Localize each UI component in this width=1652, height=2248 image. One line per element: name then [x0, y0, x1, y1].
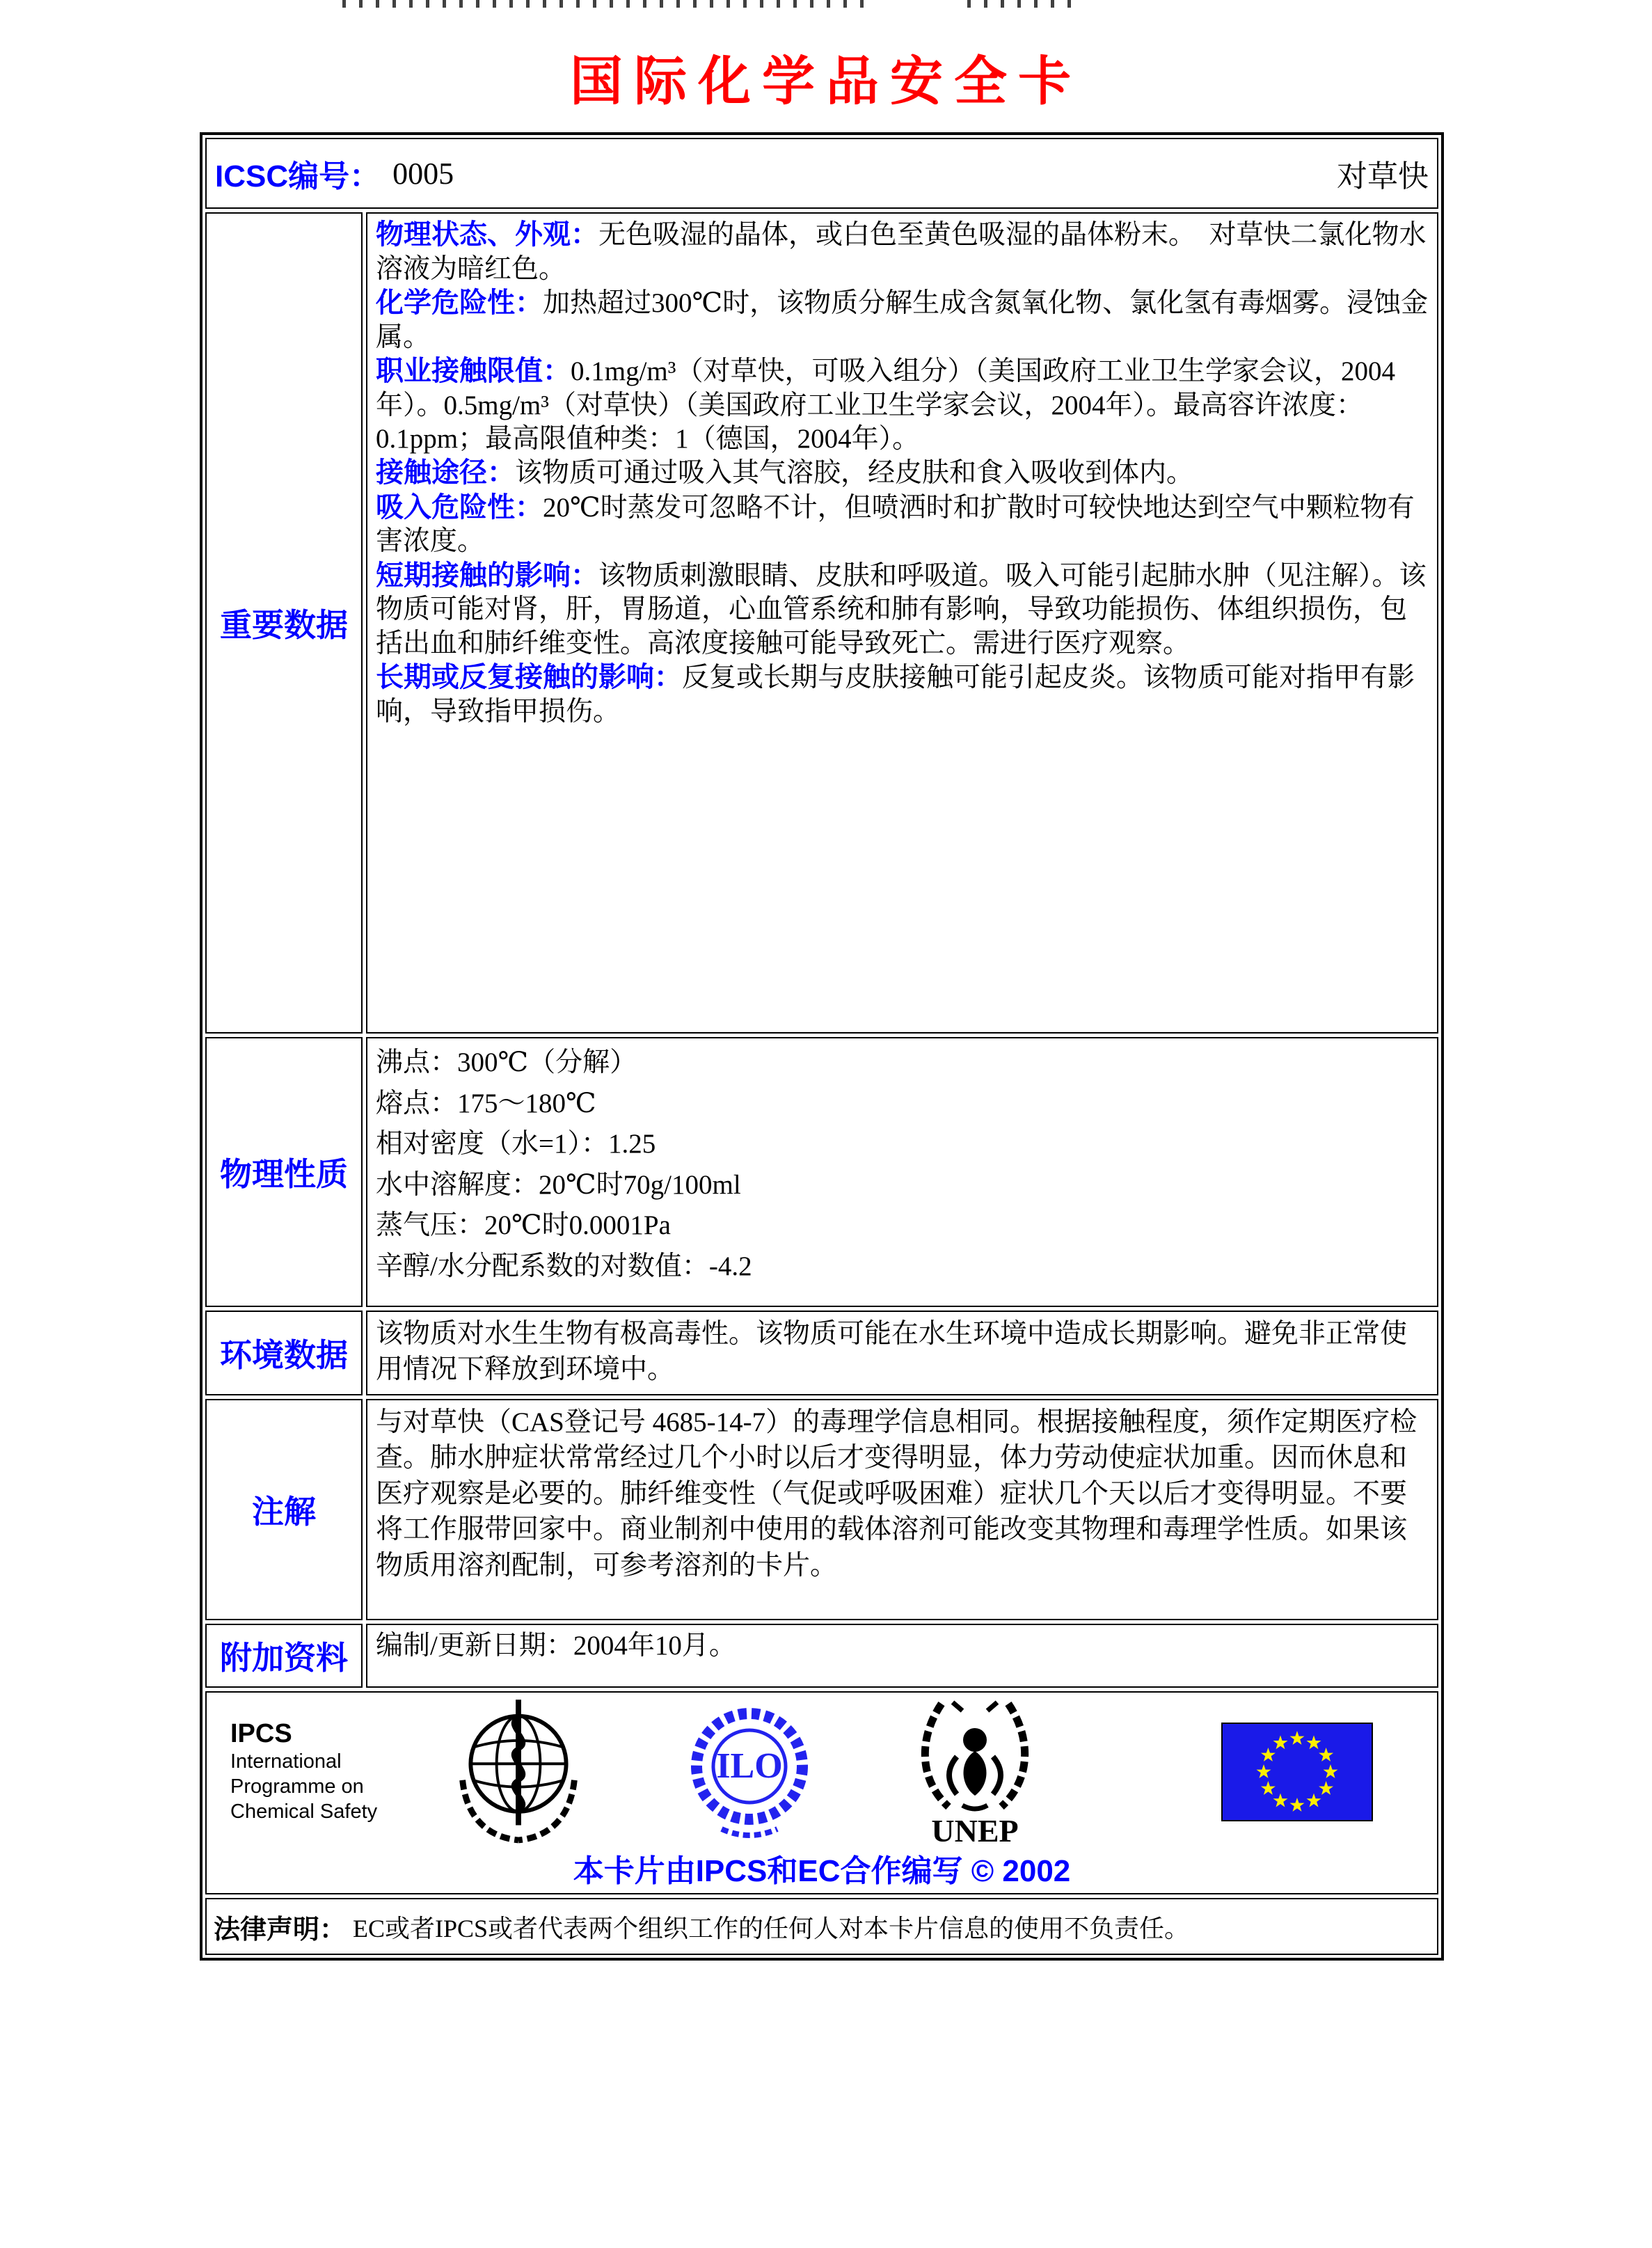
property-value: 20℃时70g/100ml — [539, 1169, 741, 1200]
item-label: 化学危险性： — [376, 287, 543, 318]
important-data-item — [376, 491, 1429, 559]
important-data-item — [376, 218, 1429, 286]
ilo-letters: ILO — [716, 1746, 783, 1786]
notes-content: 与对草快（CAS登记号 4685-14-7）的毒理学信息相同。根据接触程度，须作定期医疗检查。肺水肿症状常常经过几个小时以后才变得明显，体力劳动使症状加重。因而休息和医疗观察是必要的。肺纤维变性（气促或呼吸困难）症状几个天以后才变得明显。不要将工作服带回家中。商业制剂中使用的载体溶剂可能改变其物理和毒理学性质。如果该物质用溶剂配制，可参考溶剂的卡片。 — [366, 1399, 1438, 1620]
ilo-logo-icon — [690, 1700, 809, 1844]
important-data-item — [376, 286, 1429, 354]
row-label-physical-properties: 物理性质 — [205, 1037, 363, 1307]
unep-logo-icon — [914, 1697, 1036, 1847]
item-label: 接触途径： — [376, 457, 515, 489]
property-line — [376, 1124, 1429, 1165]
property-line — [376, 1084, 1429, 1125]
property-line — [376, 1165, 1429, 1206]
property-value: 1.25 — [608, 1129, 656, 1159]
clipped-text-remnant — [342, 0, 870, 8]
icsc-number-value: 0005 — [392, 156, 454, 191]
who-logo-icon — [450, 1698, 587, 1846]
property-label: 蒸气压： — [376, 1210, 485, 1240]
icsc-number-label: ICSC编号： — [215, 159, 381, 193]
unep-letters: UNEP — [931, 1813, 1019, 1847]
ipcs-text-block — [230, 1720, 406, 1825]
property-line — [376, 1246, 1429, 1288]
eu-flag-icon — [1221, 1723, 1373, 1821]
item-text: 该物质刺激眼睛、皮肤和呼吸道。吸入可能引起肺水肿（见注解）。该物质可能对肾，肝，胃肠道，心血管系统和肺有影响，导致功能损伤、体组织损伤，包括出血和肺纤维变性。高浓度接触可能导致死亡。需进行医疗观察。 — [376, 560, 1427, 658]
property-label: 沸点： — [376, 1047, 458, 1077]
property-line — [376, 1043, 1429, 1084]
environmental-data-content: 该物质对水生生物有极高毒性。该物质可能在水生环境中造成长期影响。避免非正常使用情况下释放到环境中。 — [366, 1311, 1438, 1395]
item-label: 短期接触的影响： — [376, 560, 598, 591]
icsc-header-row — [205, 138, 1438, 209]
ipcs-line: Chemical Safety — [230, 1800, 378, 1823]
important-data-content — [366, 212, 1438, 1034]
page-title: 国际化学品安全卡 — [570, 52, 1082, 111]
property-label: 水中溶解度： — [376, 1169, 539, 1200]
row-label-additional-info: 附加资料 — [205, 1624, 363, 1688]
ipcs-line: International — [230, 1750, 342, 1773]
important-data-item — [376, 559, 1429, 660]
item-label: 物理状态、外观： — [376, 219, 598, 250]
cooperation-tagline: 本卡片由IPCS和EC合作编写 © 2002 — [573, 1854, 1071, 1888]
item-text: 该物质可通过吸入其气溶胶，经皮肤和食入吸收到体内。 — [515, 458, 1194, 489]
property-label: 辛醇/水分配系数的对数值： — [376, 1251, 709, 1281]
property-value: 300℃（分解） — [457, 1047, 637, 1077]
row-label-environmental-data: 环境数据 — [205, 1311, 363, 1395]
physical-properties-content — [366, 1037, 1438, 1307]
property-label: 熔点： — [376, 1088, 458, 1118]
item-label: 职业接触限值： — [376, 355, 571, 386]
item-text: 无色吸湿的晶体，或白色至黄色吸湿的晶体粉末。 对草快二氯化物水溶液为暗红色。 — [376, 220, 1427, 284]
item-label: 长期或反复接触的影响： — [376, 662, 682, 693]
ipcs-acronym: IPCS — [230, 1718, 292, 1748]
property-value: -4.2 — [708, 1251, 752, 1281]
icsc-card-table — [200, 132, 1444, 1961]
legal-notice-text: EC或者IPCS或者代表两个组织工作的任何人对本卡片信息的使用不负责任。 — [353, 1914, 1190, 1942]
item-text: 加热超过300℃时，该物质分解生成含氮氧化物、氯化氢有毒烟雾。浸蚀金属。 — [376, 287, 1429, 352]
item-text: 0.1mg/m³（对草快，可吸入组分）（美国政府工业卫生学家会议，2004年）。0.5mg/m³（对草快）（美国政府工业卫生学家会议，2004年）。最高容许浓度：0.1ppm；最高限值种类：1（德国，2004年）。 — [376, 356, 1395, 454]
property-line — [376, 1205, 1429, 1246]
logos-row — [205, 1691, 1438, 1894]
row-label-important-data: 重要数据 — [205, 212, 363, 1034]
additional-info-content: 编制/更新日期：2004年10月。 — [366, 1624, 1438, 1688]
property-label: 相对密度（水=1）： — [376, 1129, 608, 1159]
ipcs-line: Programme on — [230, 1775, 364, 1798]
item-label: 吸入危险性： — [376, 491, 543, 523]
item-text: 20℃时蒸发可忽略不计，但喷洒时和扩散时可较快地达到空气中颗粒物有害浓度。 — [376, 492, 1415, 557]
legal-notice-row — [205, 1898, 1438, 1955]
legal-notice-label: 法律声明： — [214, 1915, 347, 1945]
important-data-item — [376, 456, 1429, 491]
item-text: 反复或长期与皮肤接触可能引起皮炎。该物质可能对指甲有影响，导致指甲损伤。 — [376, 663, 1415, 727]
chemical-name: 对草快 — [1337, 159, 1429, 193]
property-value: 175～180℃ — [457, 1088, 596, 1118]
important-data-item — [376, 354, 1429, 456]
row-label-notes: 注解 — [205, 1399, 363, 1620]
clipped-text-remnant — [967, 0, 1084, 8]
property-value: 20℃时0.0001Pa — [484, 1210, 671, 1240]
important-data-item — [376, 660, 1429, 729]
